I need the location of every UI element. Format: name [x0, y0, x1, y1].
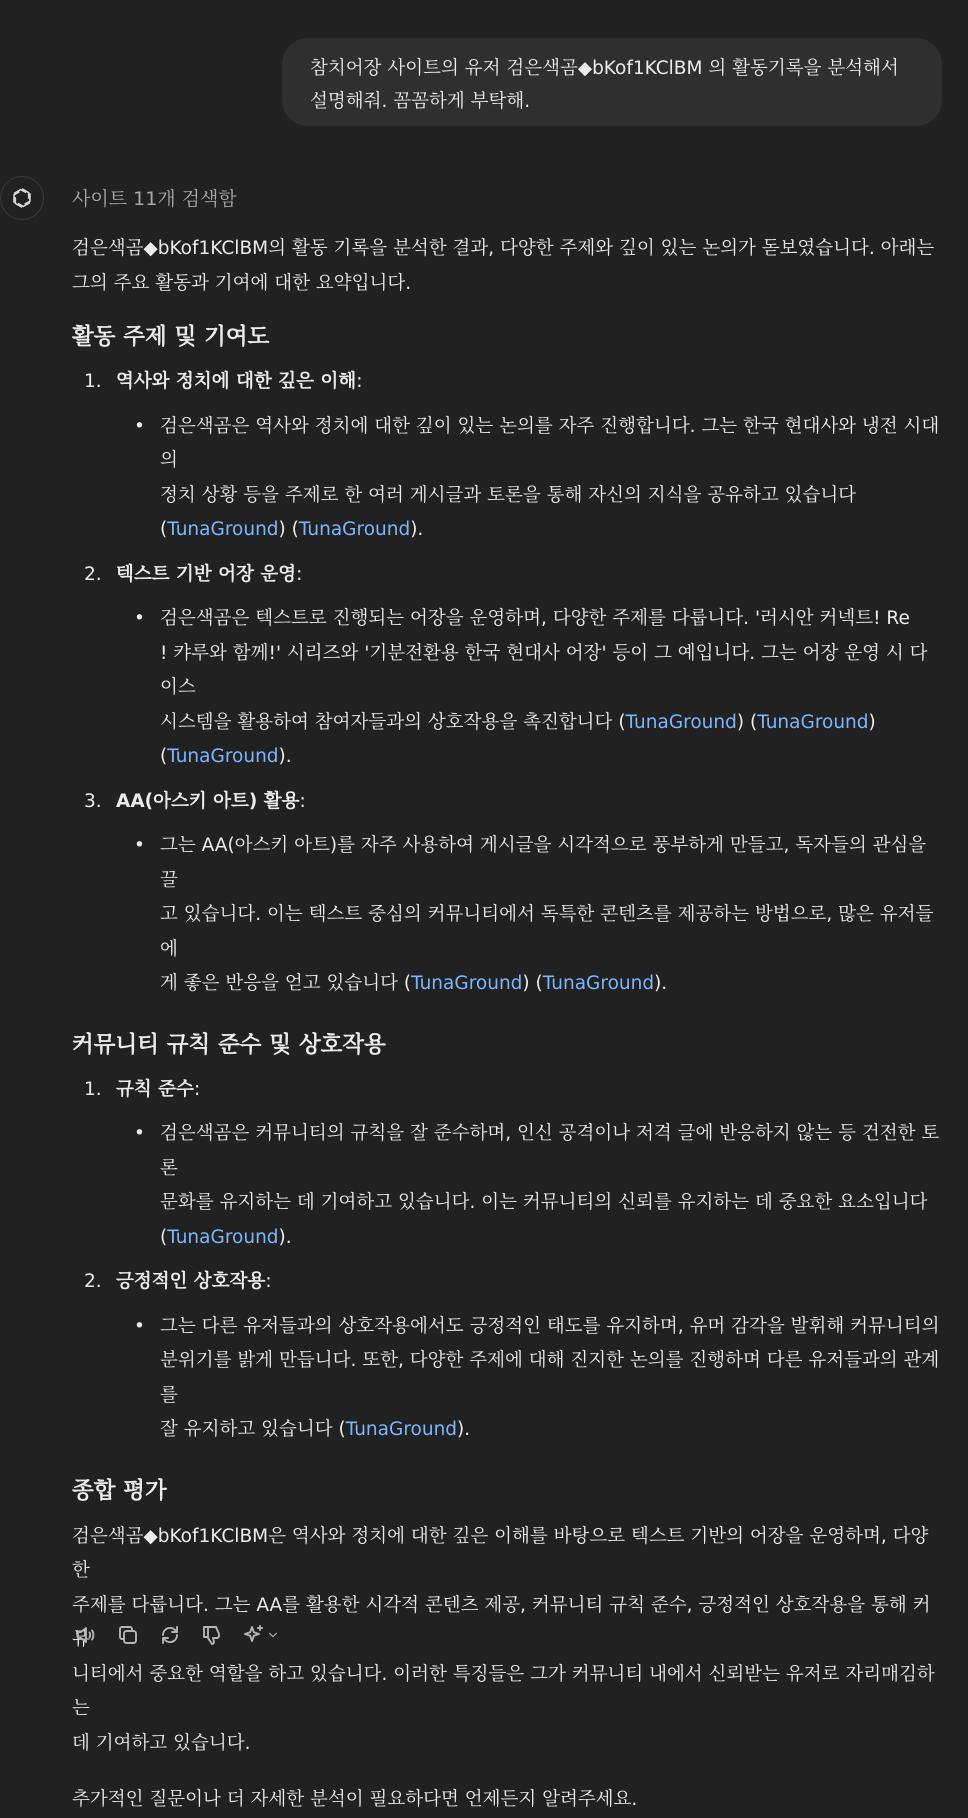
intro-line: 그의 주요 활동과 기여에 대한 요약입니다.: [72, 272, 412, 294]
list-number: 1.: [84, 371, 102, 392]
user-message-bubble: [282, 38, 942, 126]
bullet-item: • 검은색곰은 텍스트로 진행되는 어장을 운영하며, 다양한 주제를 다룹니다. '러시안 커넥트! Re ! 캬루와 함께!' 시리즈와 '기분전환용 한국 현대사 어장' 등이 그 예입니다. 그는 어장 운영 시 다이스 시스템을 활용하여 참여자들과의 상호작용을 촉진합니다 (TunaGround) (TunaGround) (TunaGround).: [134, 608, 928, 767]
bullet-line: 검은색곰은 텍스트로 진행되는 어장을 운영하며, 다양한 주제를 다룹니다. '러시안 커넥트! Re: [160, 608, 910, 629]
list-item-title: 역사와 정치에 대한 깊은 이해: [116, 371, 357, 392]
read-aloud-button[interactable]: [70, 1619, 102, 1651]
summary-line: 검은색곰◆bKof1KClBM은 역사와 정치에 대한 깊은 이해를 바탕으로 텍스트 기반의 어장을 운영하며, 다양한: [72, 1525, 929, 1581]
source-link[interactable]: TunaGround: [167, 1226, 279, 1248]
bullet-line: ! 캬루와 함께!' 시리즈와 '기분전환용 한국 현대사 어장' 등이 그 예입니다. 그는 어장 운영 시 다이스: [160, 642, 928, 698]
chevron-down-icon: [266, 1628, 280, 1642]
bullet-line: 그는 AA(아스키 아트)를 자주 사용하여 게시글을 시각적으로 풍부하게 만들고, 독자들의 관심을 끌: [160, 835, 927, 891]
source-link[interactable]: TunaGround: [757, 711, 869, 733]
bullet-line: 시스템을 활용하여 참여자들과의 상호작용을 촉진합니다: [160, 711, 613, 733]
summary-line: 데 기여하고 있습니다.: [72, 1732, 251, 1754]
source-link[interactable]: TunaGround: [625, 711, 737, 733]
bullet-line: 문화를 유지하는 데 기여하고 있습니다. 이는 커뮤니티의 신뢰를 유지하는 데 중요한 요소입니다: [160, 1192, 928, 1213]
source-link[interactable]: TunaGround: [345, 1419, 458, 1440]
bullet-line: 검은색곰은 커뮤니티의 규칙을 잘 준수하며, 인신 공격이나 저격 글에 반응하지 않는 등 건전한 토론: [160, 1123, 940, 1179]
list-number: 2.: [84, 563, 102, 585]
regenerate-button[interactable]: [154, 1619, 186, 1651]
section-heading: 종합 평가: [72, 1477, 167, 1504]
openai-logo-icon: [9, 185, 35, 211]
source-link[interactable]: TunaGround: [167, 519, 279, 540]
section-heading: 활동 주제 및 기여도: [72, 324, 270, 350]
bullet-line: 잘 유지하고 있습니다: [160, 1419, 333, 1440]
regenerate-icon: [158, 1623, 182, 1647]
speaker-icon: [74, 1623, 98, 1647]
bullet-line: 분위기를 밝게 만듭니다. 또한, 다양한 주제에 대해 진지한 논의를 진행하며 다른 유저들과의 관계를: [160, 1350, 940, 1406]
list-number: 3.: [84, 790, 102, 812]
bullet-line: 고 있습니다. 이는 텍스트 중심의 커뮤니티에서 독특한 콘텐츠를 제공하는 방법으로, 많은 유저들에: [160, 904, 934, 960]
list-item: 3. AA(아스키 아트) 활용:: [72, 785, 944, 820]
source-link[interactable]: TunaGround: [411, 973, 523, 994]
summary-line: 주제를 다룹니다. 그는 AA를 활용한 시각적 콘텐츠 제공, 커뮤니티 규칙 준수, 긍정적인 상호작용을 통해 커뮤: [72, 1594, 931, 1650]
section-heading: 커뮤니티 규칙 준수 및 상호작용: [72, 1031, 386, 1058]
list-item-title: 텍스트 기반 어장 운영: [116, 563, 297, 585]
source-link[interactable]: TunaGround: [542, 973, 655, 994]
source-link[interactable]: TunaGround: [298, 519, 411, 540]
list-item-title: 긍정적인 상호작용: [116, 1271, 266, 1292]
bullet-item: • 검은색곰은 커뮤니티의 규칙을 잘 준수하며, 인신 공격이나 저격 글에 반응하지 않는 등 건전한 토론 문화를 유지하는 데 기여하고 있습니다. 이는 커뮤니티의 신뢰를 유지하는 데 중요한 요소입니다 (TunaGround).: [134, 1123, 940, 1248]
bullet-line: 정치 상황 등을 주제로 한 여러 게시글과 토론을 통해 자신의 지식을 공유하고 있습니다: [160, 484, 857, 506]
model-switch-button[interactable]: [238, 1619, 284, 1651]
bullet-line: 그는 다른 유저들과의 상호작용에서도 긍정적인 태도를 유지하며, 유머 감각을 발휘해 커뮤니티의: [160, 1315, 940, 1337]
list-item: 2. 긍정적인 상호작용:: [72, 1265, 944, 1300]
bullet-item: • 그는 다른 유저들과의 상호작용에서도 긍정적인 태도를 유지하며, 유머 감각을 발휘해 커뮤니티의 분위기를 밝게 만듭니다. 또한, 다양한 주제에 대해 진지한 논의를 진행하며 다른 유저들과의 관계를 잘 유지하고 있습니다 (TunaGround).: [134, 1315, 940, 1440]
sparkle-model-icon: [242, 1623, 266, 1647]
assistant-avatar: [0, 176, 44, 220]
list-item-title: AA(아스키 아트) 활용: [116, 790, 300, 812]
search-status[interactable]: 사이트 11개 검색함: [72, 188, 237, 210]
source-link[interactable]: TunaGround: [167, 746, 279, 767]
intro-line: 검은색곰◆bKof1KClBM의 활동 기록을 분석한 결과, 다양한 주제와 깊이 있는 논의가 돋보였습니다. 아래는: [72, 238, 935, 259]
list-item: 2. 텍스트 기반 어장 운영:: [72, 558, 944, 593]
thumbs-down-icon: [200, 1623, 224, 1647]
list-item-title: 규칙 준수: [116, 1078, 194, 1100]
list-item: 1. 역사와 정치에 대한 깊은 이해:: [72, 365, 944, 400]
closing-paragraph: 추가적인 질문이나 더 자세한 분석이 필요하다면 언제든지 알려주세요.: [72, 1789, 638, 1810]
list-number: 2.: [84, 1271, 102, 1292]
list-number: 1.: [84, 1078, 102, 1100]
bullet-item: • 그는 AA(아스키 아트)를 자주 사용하여 게시글을 시각적으로 풍부하게 만들고, 독자들의 관심을 끌 고 있습니다. 이는 텍스트 중심의 커뮤니티에서 독특한 콘텐츠를 제공하는 방법으로, 많은 유저들에 게 좋은 반응을 얻고 있습니다 (TunaGround) (TunaGround).: [134, 835, 934, 994]
message-actions-toolbar: [70, 1617, 284, 1653]
intro-paragraph: [72, 232, 944, 301]
bullet-item: • 검은색곰은 역사와 정치에 대한 깊이 있는 논의를 자주 진행합니다. 그는 한국 현대사와 냉전 시대의 정치 상황 등을 주제로 한 여러 게시글과 토론을 통해 자신의 지식을 공유하고 있습니다 (TunaGround) (TunaGround).: [134, 415, 940, 540]
list-item: 1. 규칙 준수:: [72, 1073, 944, 1108]
user-message-line: 설명해줘. 꼼꼼하게 부탁해.: [310, 91, 531, 112]
bullet-line: 검은색곰은 역사와 정치에 대한 깊이 있는 논의를 자주 진행합니다. 그는 한국 현대사와 냉전 시대의: [160, 415, 940, 471]
user-message-line: 참치어장 사이트의 유저 검은색곰◆bKof1KClBM 의 활동기록을 분석해서: [310, 58, 899, 79]
copy-button[interactable]: [112, 1619, 144, 1651]
bullet-line: 게 좋은 반응을 얻고 있습니다: [160, 973, 398, 994]
thumbs-down-button[interactable]: [196, 1619, 228, 1651]
assistant-answer: [72, 232, 944, 1818]
copy-icon: [116, 1623, 140, 1647]
summary-line: 니티에서 중요한 역할을 하고 있습니다. 이러한 특징들은 그가 커뮤니티 내에서 신뢰받는 유저로 자리매김하는: [72, 1663, 935, 1719]
